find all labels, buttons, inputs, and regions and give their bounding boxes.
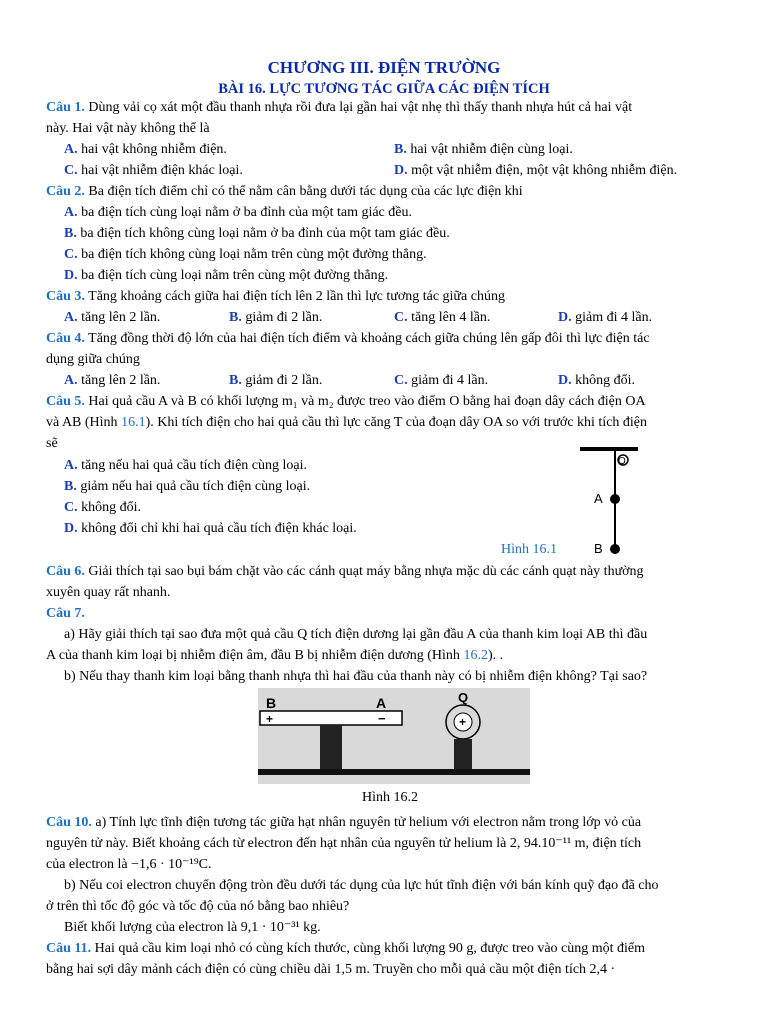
q3-option-d: D. giảm đi 4 lần. — [558, 310, 653, 325]
lesson-title: BÀI 16. LỰC TƯƠNG TÁC GIỮA CÁC ĐIỆN TÍCH — [218, 81, 550, 97]
q2-option-a: A. ba điện tích cùng loại nằm ở ba đỉnh của một tam giác đều. — [64, 205, 412, 220]
q11-line2: bằng hai sợi dây mảnh cách điện có cùng chiều dài 1,5 m. Truyền cho mỗi quả cầu một điện tích 2,4 · — [46, 962, 616, 977]
rod-stand — [320, 725, 342, 769]
q4-option-d: D. không đổi. — [558, 373, 636, 388]
q3-label: Câu 3. — [46, 289, 85, 304]
label-a: A — [594, 491, 603, 506]
q2-label: Câu 2. — [46, 184, 85, 199]
label-b: B — [594, 541, 603, 556]
ball-a — [610, 494, 620, 504]
q4-stem-line2: dụng giữa chúng — [46, 352, 140, 367]
q10-label: Câu 10. — [46, 815, 92, 830]
q6-label: Câu 6. — [46, 564, 85, 579]
figure-16-1-caption: Hình 16.1 — [501, 542, 557, 557]
q7-a-line2: A của thanh kim loại bị nhiễm điện âm, đầu B bị nhiễm điện dương (Hình 16.2). . — [46, 648, 504, 663]
q3-option-c: C. tăng lên 4 lần. — [394, 310, 491, 325]
q4-option-b: B. giảm đi 2 lần. — [229, 373, 323, 388]
rod-plus-sign: + — [266, 712, 274, 726]
base-table — [258, 769, 530, 775]
rod-minus-sign: − — [378, 711, 386, 726]
figure-16-1 — [570, 442, 650, 560]
q5-stem-line1: Câu 5. Hai quả cầu A và B có khối lượng m₁ và m₂ được treo vào điểm O bằng hai đoạn dây cách điện OA — [46, 394, 646, 409]
q7-label: Câu 7. — [46, 606, 85, 621]
sphere-plus-sign: + — [459, 715, 467, 729]
q4-stem-line1: Câu 4. Tăng đồng thời độ lớn của hai điện tích điểm và khoảng cách giữa chúng lên gấp đôi thì lực điện tác — [46, 331, 650, 346]
q10-b-line3: Biết khối lượng của electron là 9,1 · 10⁻³¹ kg. — [64, 920, 321, 935]
q3-option-b: B. giảm đi 2 lần. — [229, 310, 323, 325]
figure-16-2 — [258, 688, 530, 784]
chapter-title: CHƯƠNG III. ĐIỆN TRƯỜNG — [267, 58, 501, 77]
q10-a-line2: nguyên tử này. Biết khoảng cách từ electron đến hạt nhân của nguyên tử helium là 2, 94.10⁻¹¹ m, điện tích — [46, 836, 642, 851]
q5-label: Câu 5. — [46, 394, 85, 409]
figure-ref-16-1: 16.1 — [121, 415, 146, 430]
ball-b — [610, 544, 620, 554]
q5-stem-line3: sẽ — [46, 436, 58, 451]
q1-stem-line1: Câu 1. Dùng vải cọ xát một đầu thanh nhựa rồi đưa lại gần hai vật nhẹ thì thấy thanh nhựa hút cả hai vật — [46, 100, 633, 115]
figure-16-2-caption: Hình 16.2 — [362, 790, 418, 805]
q5-stem-line2: và AB (Hình 16.1). Khi tích điện cho hai quả cầu thì lực căng T của đoạn dây OA so với trước khi tích điện — [46, 415, 648, 430]
q1-option-b: B. hai vật nhiễm điện cùng loại. — [394, 142, 573, 157]
q7-a-line1: a) Hãy giải thích tại sao đưa một quả cầu Q tích điện dương lại gần đầu A của thanh kim loại AB thì đầu — [64, 627, 648, 642]
q7-b-line: b) Nếu thay thanh kim loại bằng thanh nhựa thì hai đầu của thanh này có bị nhiễm điện không? Tại sao? — [64, 669, 648, 684]
q2-option-c: C. ba điện tích không cùng loại nằm trên cùng một đường thẳng. — [64, 247, 427, 262]
q5-option-d: D. không đổi chỉ khi hai quả cầu tích điện khác loại. — [64, 521, 357, 536]
q2-stem: Câu 2. Ba điện tích điểm chỉ có thể nằm cân bằng dưới tác dụng của các lực điện khi — [46, 184, 523, 199]
q11-label: Câu 11. — [46, 941, 92, 956]
q5-option-b: B. giảm nếu hai quả cầu tích điện cùng loại. — [64, 479, 311, 494]
label-q: Q — [458, 690, 469, 705]
q5-option-a: A. tăng nếu hai quả cầu tích điện cùng loại. — [64, 458, 307, 473]
figure-ref-16-2: 16.2 — [463, 648, 488, 663]
q2-option-d: D. ba điện tích cùng loại nằm trên cùng một đường thẳng. — [64, 268, 389, 283]
q11-line1: Câu 11. Hai quả cầu kim loại nhỏ có cùng kích thước, cùng khối lượng 90 g, được treo vào cùng một điểm — [46, 941, 646, 956]
q1-label: Câu 1. — [46, 100, 85, 115]
q6-stem-line1: Câu 6. Giải thích tại sao bụi bám chặt vào các cánh quạt máy bằng nhựa mặc dù các cánh quạt này thường — [46, 564, 644, 579]
q3-option-a: A. tăng lên 2 lần. — [64, 310, 161, 325]
q7-label-line — [46, 604, 85, 624]
q6-stem-line2: xuyên quay rất nhanh. — [46, 585, 171, 600]
q1-option-d: D. một vật nhiễm điện, một vật không nhiễm điện. — [394, 163, 678, 178]
q3-stem: Câu 3. Tăng khoảng cách giữa hai điện tích lên 2 lần thì lực tương tác giữa chúng — [46, 289, 505, 304]
q4-label: Câu 4. — [46, 331, 85, 346]
q1-stem-line2: này. Hai vật này không thể là — [46, 121, 210, 136]
q10-b-line1: b) Nếu coi electron chuyển động tròn đều dưới tác dụng của lực hút tĩnh điện với bán kính quỹ đạo đã cho — [64, 878, 659, 893]
sphere-stand — [454, 739, 472, 769]
q1-option-a: A. hai vật không nhiễm điện. — [64, 142, 227, 157]
q1-option-c: C. hai vật nhiễm điện khác loại. — [64, 163, 243, 178]
label-a: A — [376, 695, 387, 711]
q5-option-c: C. không đổi. — [64, 500, 142, 515]
q2-option-b: B. ba điện tích không cùng loại nằm ở ba đỉnh của một tam giác đều. — [64, 226, 450, 241]
ceiling-bar — [580, 447, 638, 451]
q4-option-a: A. tăng lên 2 lần. — [64, 373, 161, 388]
label-b: B — [266, 695, 277, 711]
q4-option-c: C. giảm đi 4 lần. — [394, 373, 489, 388]
q10-a-line1: Câu 10. a) Tính lực tĩnh điện tương tác giữa hạt nhân nguyên tử helium với electron nằm trong lớp vỏ của — [46, 815, 642, 830]
q10-a-line3: của electron là −1,6 · 10⁻¹⁹C. — [46, 857, 212, 872]
q10-b-line2: ở trên thì tốc độ góc và tốc độ của nó bằng bao nhiêu? — [46, 899, 350, 914]
label-o: O — [618, 456, 626, 467]
